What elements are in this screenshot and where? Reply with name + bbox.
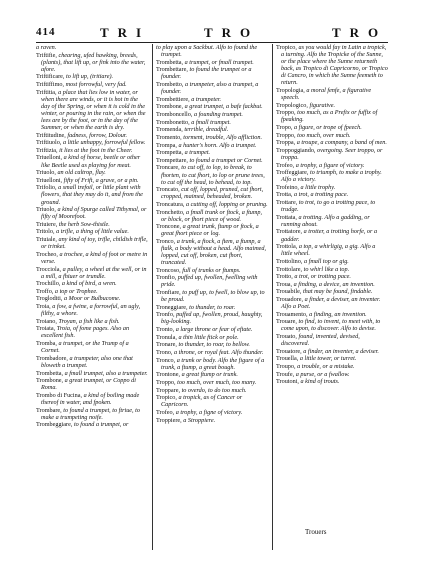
entry-definition: a trophy, a figne of victory. bbox=[175, 408, 243, 416]
dictionary-entry bbox=[276, 162, 388, 169]
entry-headword: Triftifie, bbox=[36, 51, 57, 59]
dictionary-entry bbox=[156, 357, 268, 371]
entry-definition: to trot, to go a trotting pace, to trudge. bbox=[281, 199, 376, 214]
entry-definition: a great ftump or trunk. bbox=[181, 371, 238, 379]
entry-headword: Trompa, bbox=[156, 141, 177, 149]
dictionary-entry bbox=[276, 281, 388, 288]
column-right bbox=[276, 44, 388, 550]
entry-definition: a trumpet, or fmall trumpet. bbox=[184, 58, 254, 66]
entry-headword: Trofeo, bbox=[276, 161, 295, 169]
entry-definition: to lift up, (tritiare). bbox=[66, 73, 114, 81]
entry-headword: Trouatore, bbox=[276, 347, 302, 355]
entry-headword: Trocciola, bbox=[36, 265, 62, 273]
entry-definition: a place that lies low in water, or when there are winds, or it is hot in the day of the Spring, or when it is cold in the winter, or pouring in the rain, or when the lees are by the foot, or in the day of the Summer, or when the earth is dry. bbox=[41, 88, 146, 131]
entry-definition: to found the trumpet or a founder. bbox=[161, 66, 252, 81]
entry-definition: to overdo, to do too much. bbox=[181, 386, 247, 394]
entry-headword: Trombo di Fucina, bbox=[36, 391, 83, 399]
entry-headword: Troncatura, bbox=[156, 200, 185, 208]
entry-headword: Trombeggiare, bbox=[36, 421, 73, 429]
entry-headword: Troppo, bbox=[156, 378, 176, 386]
dictionary-entry bbox=[276, 348, 388, 355]
entry-definition: a hunter's horn. Alfo a trumpet. bbox=[178, 141, 257, 149]
entry-definition: puffed up, fwollen, fwelling with pride. bbox=[161, 274, 258, 289]
entry-definition: a trunk, a ftock, a ftem, a ftump, a ftalk, a body without a head. Alfo maimed, lopped, cut off, broken, cut fhort, truncated. bbox=[161, 237, 267, 267]
dictionary-entry bbox=[156, 103, 268, 110]
dictionary-entry bbox=[156, 201, 268, 208]
dictionary-entry bbox=[36, 295, 148, 302]
entry-definition: a troupe, a company, a band of men. bbox=[296, 139, 387, 147]
entry-headword: Trottolino, bbox=[276, 257, 303, 265]
entry-definition: chearing, ufed hawking, breeds, (plants), that lift up, or fink into the water, afore. bbox=[41, 51, 146, 73]
dictionary-entry bbox=[276, 44, 388, 86]
entry-headword: Trifolio, bbox=[36, 184, 57, 192]
dictionary-entry bbox=[36, 169, 148, 176]
dictionary-entry bbox=[276, 87, 388, 101]
dictionary-entry bbox=[36, 236, 148, 250]
dictionary-entry bbox=[156, 142, 268, 149]
entry-definition: a great trunk, ftump or ftock, a great fhort piece or log. bbox=[161, 223, 259, 238]
entry-definition: a trumpeter. bbox=[191, 95, 222, 103]
dictionary-entry bbox=[276, 109, 388, 123]
entry-definition: a little trophy. bbox=[300, 183, 336, 191]
entry-definition: puffed up, fwollen, proud, haughty, big-looking. bbox=[161, 311, 263, 326]
dictionary-entry bbox=[156, 111, 268, 118]
entry-definition: a trumpeter, also one that bloweth a trumpet. bbox=[41, 354, 133, 369]
column-left bbox=[36, 44, 148, 550]
entry-headword: Tromenda, bbox=[156, 126, 183, 134]
dictionary-entry bbox=[36, 266, 148, 280]
dictionary-entry bbox=[276, 199, 388, 213]
dictionary-entry bbox=[36, 340, 148, 354]
entry-definition: a thin little ftick or pole. bbox=[178, 333, 239, 341]
entry-definition: to cut off, to lop, to break, to fhorten, to cut fhort, to lop or prune trees, to cut off the head, to behead, to top. bbox=[161, 164, 265, 186]
dictionary-entry bbox=[276, 355, 388, 362]
entry-definition: a small trefoil, or little plant with flowers, that they may do it, and from the ground. bbox=[41, 184, 143, 206]
entry-headword: Troppiere, bbox=[156, 416, 182, 424]
entry-definition: too much, over much. bbox=[297, 131, 351, 139]
dictionary-entry bbox=[156, 119, 268, 126]
dictionary-entry bbox=[156, 186, 268, 200]
entry-headword: Troppare, bbox=[156, 386, 181, 394]
column-middle bbox=[156, 44, 268, 550]
dictionary-entry bbox=[276, 214, 388, 228]
entry-headword: Trombettiere, bbox=[156, 95, 190, 103]
entry-headword: Trouadore, bbox=[276, 296, 304, 304]
dictionary-entry bbox=[156, 394, 268, 408]
entry-headword: Tronfiare, bbox=[156, 289, 181, 297]
entry-definition: a founding trumpet. bbox=[193, 110, 243, 118]
entry-definition: an old caltrop, flay. bbox=[57, 169, 106, 177]
entry-headword: Trochillo, bbox=[36, 280, 61, 288]
catchword: Trouers bbox=[305, 528, 327, 536]
dictionary-entry bbox=[36, 280, 148, 287]
entry-definition: too much, as a Prefix or fuffix of fpeaking. bbox=[281, 109, 378, 124]
entry-headword: Trofeo, bbox=[156, 408, 175, 416]
entry-headword: Trombone, bbox=[156, 103, 184, 111]
entry-headword: Triftificare, bbox=[36, 73, 65, 81]
entry-definition: a raven. bbox=[36, 44, 57, 51]
entry-headword: Trottata, bbox=[276, 213, 297, 221]
dictionary-entry bbox=[156, 267, 268, 274]
entry-definition: a finder, an inventer, a deviser. bbox=[303, 347, 379, 355]
entry-definition: a trot, or trotting pace. bbox=[294, 273, 351, 281]
dictionary-entry bbox=[156, 44, 268, 58]
dictionary-entry bbox=[156, 387, 268, 394]
entry-definition: a throne, or royal feat. Alfo thunder. bbox=[174, 348, 264, 356]
entry-headword: Trottolare, bbox=[276, 265, 303, 273]
entry-headword: Trotto, bbox=[276, 273, 293, 281]
dictionary-entry bbox=[156, 164, 268, 185]
entry-headword: Troppa, bbox=[276, 139, 296, 147]
dictionary-entry bbox=[276, 273, 388, 280]
entry-definition: as you would fay in Latin a tropick, a turning. Alfo the Tropicke of the Sunne, or the place where the Sunne returneth back, as Tropico di Capricorno, or Tropico di Cancro, in which the Sunne feemeth to return. bbox=[281, 44, 388, 87]
entry-definition: a top, a whirligig, a gig. Alfo a little wheel. bbox=[281, 243, 376, 258]
entry-headword: Troffeggiare, bbox=[276, 169, 309, 177]
entry-definition: fadness, forrow, Dolour. bbox=[67, 131, 128, 139]
entry-definition: to thunder, to roar. bbox=[189, 303, 236, 311]
entry-definition: to found a trumpet, to ftriue, to make a trumpeting noife. bbox=[41, 406, 140, 421]
entry-headword: Triftitia, bbox=[36, 88, 57, 96]
entry-definition: a fmall trumpet, also a trumpeter. bbox=[64, 369, 148, 377]
entry-headword: Tropico, bbox=[156, 394, 177, 402]
entry-definition: to puff up, to fwell, to blow up, to be proud. bbox=[161, 289, 265, 304]
entry-definition: terrible, dreadful. bbox=[184, 126, 229, 134]
entry-headword: Tronco, bbox=[156, 356, 176, 364]
entry-definition: a tropick, as of Cancer or Capricorn. bbox=[161, 394, 243, 409]
dictionary-entry bbox=[36, 139, 148, 146]
dictionary-entry bbox=[36, 228, 148, 235]
entry-definition: it lies at the foot in the Cheer. bbox=[59, 146, 133, 154]
entry-headword: Troncare, bbox=[156, 164, 180, 172]
entry-headword: Tritolo, bbox=[36, 228, 55, 236]
entry-headword: Tromento, bbox=[156, 133, 182, 141]
entry-headword: Triuiale, bbox=[36, 236, 57, 244]
entry-definition: a little tower, or turret. bbox=[299, 355, 357, 363]
entry-headword: Troia, bbox=[36, 303, 51, 311]
entry-definition: a trunk or body. Alfo the figure of a trunk, a ftump, a great bough. bbox=[161, 356, 265, 371]
entry-definition: a kind of boiling made thereof in water, and fpoken. bbox=[41, 391, 140, 406]
entry-definition: a pulley, a wheel at the well, or in a mill, a fhiuer or trundle. bbox=[41, 265, 147, 280]
dictionary-entry bbox=[156, 289, 268, 303]
dictionary-entry bbox=[156, 238, 268, 266]
entry-headword: Triuolo, bbox=[36, 169, 56, 177]
running-header bbox=[36, 26, 388, 42]
dictionary-entry bbox=[36, 73, 148, 80]
dictionary-entry bbox=[36, 288, 148, 295]
entry-definition: a large throne or fear of eftate. bbox=[175, 326, 253, 334]
entry-headword: Trombone, bbox=[36, 377, 64, 385]
entry-definition: a trophy, a figure of victory. bbox=[295, 161, 365, 169]
dictionary-entry bbox=[276, 139, 388, 146]
dictionary-entry bbox=[276, 363, 388, 370]
entry-headword: Trogloditi, bbox=[36, 295, 63, 303]
entry-definition: fifty of Frift, a grave, or a pin. bbox=[63, 176, 139, 184]
entry-definition: a trumpeter, also a trumpet, a founder. bbox=[161, 81, 259, 96]
entry-headword: Trouabile, bbox=[276, 288, 302, 296]
entry-definition: to found a trumpet or Cornet. bbox=[189, 156, 263, 164]
page-number: 414 bbox=[36, 26, 56, 38]
dictionary-entry bbox=[156, 417, 268, 424]
dictionary-entry bbox=[276, 378, 388, 385]
entry-headword: Troutoni, bbox=[276, 378, 299, 386]
dictionary-entry bbox=[276, 102, 388, 109]
entry-definition: a trifle, a thing of little value. bbox=[56, 228, 129, 236]
entry-definition: most forrowful, very fad. bbox=[65, 81, 127, 89]
dictionary-entry bbox=[156, 379, 268, 386]
dictionary-entry bbox=[156, 66, 268, 80]
entry-headword: Trontone, bbox=[156, 371, 181, 379]
dictionary-entry bbox=[36, 221, 148, 228]
entry-definition: to whirl like a top. bbox=[303, 265, 350, 273]
entry-headword: Triftizia, bbox=[36, 146, 58, 154]
entry-definition: a fmall trumpet. bbox=[191, 118, 231, 126]
dictionary-entry bbox=[276, 296, 388, 310]
entry-headword: Triuolo, bbox=[36, 206, 56, 214]
dictionary-entry bbox=[36, 421, 148, 428]
dictionary-entry bbox=[156, 341, 268, 348]
dictionary-entry bbox=[156, 223, 268, 237]
entry-headword: Trompetta, bbox=[156, 149, 184, 157]
dictionary-page bbox=[36, 26, 388, 552]
headword-middle: TRO bbox=[204, 25, 260, 40]
dictionary-entry bbox=[36, 370, 148, 377]
dictionary-entry bbox=[36, 44, 148, 51]
entry-definition: full of trunks or ftumps. bbox=[182, 266, 241, 274]
entry-headword: Troiata, bbox=[36, 325, 56, 333]
entry-headword: Tronfo, bbox=[156, 311, 175, 319]
headword-right: TRO bbox=[332, 25, 388, 40]
entry-headword: Triuiere, bbox=[36, 220, 58, 228]
entry-definition: a trot, a trotting pace. bbox=[294, 191, 349, 199]
dictionary-entry bbox=[36, 318, 148, 325]
dictionary-entry bbox=[276, 184, 388, 191]
entry-headword: Trouare, bbox=[276, 318, 297, 326]
entry-headword: Trombetta, bbox=[36, 369, 64, 377]
entry-headword: Tropico, bbox=[276, 44, 297, 51]
dictionary-entry bbox=[276, 258, 388, 265]
entry-headword: Troppoggiando, bbox=[276, 146, 316, 154]
entry-definition: too much, over much, too many. bbox=[177, 378, 257, 386]
dictionary-entry bbox=[156, 59, 268, 66]
entry-definition: a trotter, a trotting horfe, or a gadder. bbox=[281, 228, 378, 243]
entry-headword: Tropo, bbox=[276, 123, 293, 131]
entry-headword: Trocheo, bbox=[36, 250, 58, 258]
dictionary-entry bbox=[156, 349, 268, 356]
entry-definition: a finder, a deviser, an inventer. Alfo a Poet. bbox=[281, 296, 381, 311]
dictionary-entry bbox=[156, 326, 268, 333]
entry-definition: a trotting. Alfo a gadding, or running about. bbox=[281, 213, 370, 228]
dictionary-entry bbox=[156, 126, 268, 133]
entry-definition: a top or Trophee. bbox=[54, 287, 98, 295]
entry-definition: a kind of trouts. bbox=[300, 378, 340, 386]
entry-headword: Trombetta, bbox=[156, 58, 184, 66]
entry-headword: Trotta, bbox=[276, 191, 293, 199]
entry-definition: Troyan, a fish like a fish. bbox=[58, 317, 120, 325]
entry-definition: Troia, of fome pages. Also an excellent fish. bbox=[41, 325, 130, 340]
entry-headword: Troffo, bbox=[36, 287, 54, 295]
entry-headword: Triuelloni, bbox=[36, 176, 63, 184]
entry-headword: Triftitudine, bbox=[36, 131, 66, 139]
entry-definition: to play upon a Sackbut. Alfo to found the trumpet. bbox=[156, 44, 258, 59]
dictionary-entry bbox=[36, 81, 148, 88]
dictionary-entry bbox=[36, 154, 148, 168]
header-rule bbox=[36, 42, 388, 43]
dictionary-entry bbox=[276, 311, 388, 318]
entry-definition: that may be found, findable. bbox=[302, 288, 373, 296]
entry-definition: to triumph, to make a trophy. Alfo a victory. bbox=[281, 169, 382, 184]
entry-definition: overgoing. Seer troppo, or troppa. bbox=[281, 146, 383, 161]
entry-definition: found, invented, devised, discovered. bbox=[281, 333, 360, 348]
dictionary-entry bbox=[156, 409, 268, 416]
dictionary-entry bbox=[156, 371, 268, 378]
dictionary-entry bbox=[276, 169, 388, 183]
entry-headword: Tropologia, bbox=[276, 86, 305, 94]
dictionary-entry bbox=[36, 89, 148, 131]
dictionary-entry bbox=[156, 304, 268, 311]
dictionary-entry bbox=[276, 371, 388, 378]
dictionary-entry bbox=[276, 288, 388, 295]
entry-headword: Troupo, bbox=[276, 363, 296, 371]
dictionary-entry bbox=[36, 184, 148, 205]
entry-headword: Trombonetto, bbox=[156, 118, 190, 126]
dictionary-entry bbox=[36, 147, 148, 154]
entry-headword: Trombettare, bbox=[156, 66, 188, 74]
entry-definition: to find, to invent, to meet with, to come upon, to discover. Alfo to devise. bbox=[281, 318, 381, 333]
dictionary-entry bbox=[156, 81, 268, 95]
entry-headword: Trouella, bbox=[276, 355, 299, 363]
entry-definition: a trochee, a kind of foot or metre in verse. bbox=[41, 250, 148, 265]
entry-headword: Tromba, bbox=[36, 340, 57, 348]
entry-definition: any kind of toy, trifle, childish trifle, or trinket. bbox=[41, 236, 148, 251]
entry-definition: a trouble, or a mistake. bbox=[297, 363, 355, 371]
entry-definition: a moral fenfe, a figurative speech. bbox=[281, 86, 372, 101]
entry-headword: Troiano, bbox=[36, 317, 57, 325]
dictionary-entry bbox=[36, 177, 148, 184]
entry-headword: Tronto, bbox=[156, 326, 175, 334]
entry-headword: Troncoso, bbox=[156, 266, 181, 274]
entry-headword: Trouamento, bbox=[276, 310, 308, 318]
entry-definition: a figure, or trope of fpeech. bbox=[294, 123, 362, 131]
entry-headword: Trottatore, bbox=[276, 228, 303, 236]
entry-headword: Troppo, bbox=[276, 109, 296, 117]
entry-definition: a Moor or Bulbucome. bbox=[63, 295, 121, 303]
entry-headword: Tronfio, bbox=[156, 274, 177, 282]
entry-headword: Tropologico, bbox=[276, 101, 308, 109]
entry-headword: Triftiffimo, bbox=[36, 81, 65, 89]
dictionary-entry bbox=[36, 377, 148, 391]
dictionary-entry bbox=[156, 334, 268, 341]
dictionary-entry bbox=[276, 266, 388, 273]
entry-headword: Trombetto, bbox=[156, 81, 184, 89]
entry-definition: a finding, an invention. bbox=[309, 310, 367, 318]
column-rule bbox=[272, 44, 273, 550]
entry-definition: a kind of Spurge called Tithymal, or fifty of Moorefoot. bbox=[41, 206, 147, 221]
dictionary-entry bbox=[276, 243, 388, 257]
dictionary-entry bbox=[276, 132, 388, 139]
entry-definition: a kind of bird, a wren. bbox=[61, 280, 117, 288]
dictionary-entry bbox=[276, 228, 388, 242]
dictionary-entry bbox=[276, 147, 388, 161]
entry-definition: the herb Sow-thistle. bbox=[58, 220, 110, 228]
entry-headword: Trombadore, bbox=[36, 354, 68, 362]
entry-definition: to thunder, to roar, to bellow. bbox=[178, 341, 250, 349]
dictionary-entry bbox=[36, 52, 148, 73]
entry-definition: a little unhappy, forrowful fellow. bbox=[62, 139, 146, 147]
entry-headword: Trombare, bbox=[36, 406, 62, 414]
headword-left: TRI bbox=[100, 25, 151, 40]
entry-headword: Troncone, bbox=[156, 223, 182, 231]
dictionary-entry bbox=[156, 311, 268, 325]
dictionary-entry bbox=[36, 325, 148, 339]
entry-definition: a fmall top or gig. bbox=[303, 257, 349, 265]
entry-headword: Tromboncello, bbox=[156, 110, 193, 118]
entry-definition: a great trumpet, or Coppo di Roma. bbox=[41, 377, 136, 392]
entry-definition: a kind of horse, beetle or other like Beetle used as playing for meat. bbox=[41, 154, 141, 169]
dictionary-entry bbox=[36, 132, 148, 139]
entry-definition: a finding, a device, an invention. bbox=[293, 280, 375, 288]
dictionary-entry bbox=[276, 124, 388, 131]
dictionary-entry bbox=[156, 157, 268, 164]
dictionary-entry bbox=[36, 251, 148, 265]
entry-headword: Trottola, bbox=[276, 243, 298, 251]
entry-headword: Tronchetto, bbox=[156, 208, 185, 216]
entry-definition: a trumpet. bbox=[184, 149, 211, 157]
dictionary-entry bbox=[276, 191, 388, 198]
dictionary-entry bbox=[276, 318, 388, 332]
entry-definition: a Stroppiere. bbox=[183, 416, 216, 424]
entry-headword: Troppo, bbox=[276, 131, 296, 139]
entry-definition: figurative. bbox=[309, 101, 336, 109]
entry-headword: Tronare, bbox=[156, 341, 177, 349]
entry-headword: Tronula, bbox=[156, 333, 177, 341]
dictionary-entry bbox=[276, 333, 388, 347]
entry-definition: a great trumpet, a bafe fackbut. bbox=[184, 103, 263, 111]
entry-headword: Trompettare, bbox=[156, 156, 188, 164]
entry-headword: Trofeino, bbox=[276, 183, 299, 191]
dictionary-entry bbox=[36, 206, 148, 220]
dictionary-entry bbox=[156, 149, 268, 156]
dictionary-entry bbox=[156, 96, 268, 103]
entry-definition: a trumpet, or the Trump of a Cornet. bbox=[41, 340, 129, 355]
entry-definition: torment, trouble, Alfo affliction. bbox=[183, 133, 262, 141]
dictionary-entry bbox=[36, 303, 148, 317]
entry-definition: to found a trumpet, or bbox=[73, 421, 129, 429]
entry-definition: cut off, lopped, pruned, cut fhort, cropped, maimed, beheaded, broken. bbox=[161, 186, 264, 201]
dictionary-entry bbox=[156, 134, 268, 141]
entry-headword: Troncato, bbox=[156, 186, 180, 194]
entry-headword: Troufe, bbox=[276, 370, 295, 378]
entry-headword: Triuelloni, bbox=[36, 154, 63, 162]
entry-definition: a fow, a fwine, a forrowful, an ugly, filthy, a whore. bbox=[41, 303, 141, 318]
entry-definition: a purse, or a fwallow. bbox=[295, 370, 350, 378]
entry-headword: Trottare, bbox=[276, 199, 298, 207]
dictionary-entry bbox=[36, 392, 148, 406]
column-rule bbox=[152, 44, 153, 550]
entry-definition: a fmall trunk or ftock, a ftump, or block, or fhort piece of wood. bbox=[161, 208, 262, 223]
dictionary-entry bbox=[156, 209, 268, 223]
entry-headword: Trono, bbox=[156, 348, 173, 356]
dictionary-entry bbox=[36, 407, 148, 421]
entry-headword: Trouato, bbox=[276, 333, 297, 341]
entry-headword: Troneggiare, bbox=[156, 303, 188, 311]
dictionary-entry bbox=[156, 274, 268, 288]
entry-headword: Triftiuolo, bbox=[36, 139, 62, 147]
entry-headword: Tronco, bbox=[156, 237, 176, 245]
entry-definition: a cutting off, lopping or pruning. bbox=[186, 200, 268, 208]
entry-headword: Troua, bbox=[276, 280, 293, 288]
dictionary-entry bbox=[36, 355, 148, 369]
